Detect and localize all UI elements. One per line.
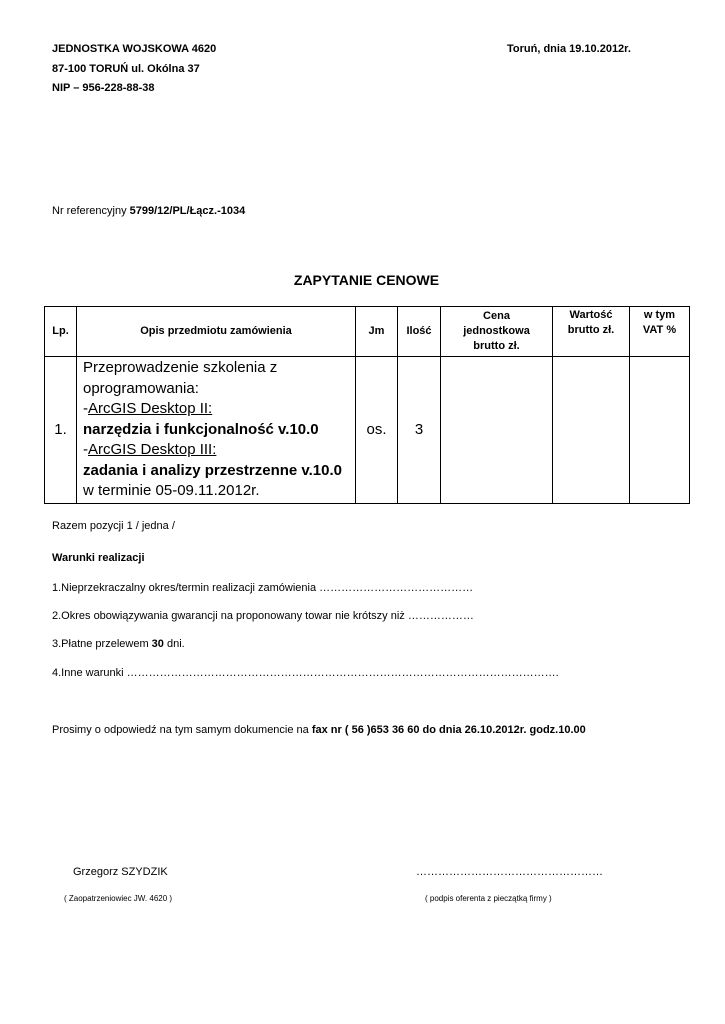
desc-product-1 xyxy=(83,399,349,420)
condition-3-days: 30 xyxy=(151,638,164,650)
cell-description xyxy=(77,357,356,504)
col-header-unit-price-line1: Cena xyxy=(483,310,510,322)
desc-line-2: oprogramowania: xyxy=(83,379,199,397)
cell-unit-price xyxy=(441,357,553,504)
desc-prefix-1: - xyxy=(83,400,88,417)
condition-1: 1.Nieprzekraczalny okres/termin realizacji zamówienia …………………………………… xyxy=(52,582,474,594)
condition-2: 2.Okres obowiązywania gwarancji na proponowany towar nie krótszy niż ……………… xyxy=(52,610,474,622)
desc-prefix-2: - xyxy=(83,441,88,458)
col-header-unit-price xyxy=(441,307,553,357)
condition-3-suffix: dni. xyxy=(163,638,185,650)
col-header-value-line2: brutto zł. xyxy=(567,324,615,336)
unit-name: JEDNOSTKA WOJSKOWA 4620 xyxy=(52,43,217,55)
unit-nip: NIP – 956-228-88-38 xyxy=(52,82,155,94)
unit-address: 87-100 TORUŃ ul. Okólna 37 xyxy=(52,63,200,75)
col-header-unit-price-line3: brutto zł. xyxy=(473,340,520,352)
conditions-heading: Warunki realizacji xyxy=(52,552,145,564)
reference-number xyxy=(52,205,245,217)
request-text: Prosimy o odpowiedź na tym samym dokumencie na xyxy=(52,724,312,736)
signer-name: Grzegorz SZYDZIK xyxy=(73,866,168,878)
reference-label: Nr referencyjny xyxy=(52,205,130,217)
col-header-vat-line1: w tym xyxy=(643,309,676,321)
cell-quantity: 3 xyxy=(398,357,441,504)
col-header-value xyxy=(553,307,630,357)
desc-term: w terminie 05-09.11.2012r. xyxy=(83,482,260,499)
col-header-vat-line2: VAT % xyxy=(642,324,677,336)
reference-value: 5799/12/PL/Łącz.-1034 xyxy=(129,205,246,217)
cell-vat xyxy=(630,357,690,504)
col-header-description: Opis przedmiotu zamówienia xyxy=(77,307,356,357)
col-header-quantity: Ilość xyxy=(398,307,441,357)
desc-bold-1: narzędzia i funkcjonalność v.10.0 xyxy=(83,420,319,438)
col-header-value-line1: Wartość xyxy=(569,309,613,321)
request-fax-deadline: fax nr ( 56 )653 36 60 do dnia 26.10.2012r. godz.10.00 xyxy=(311,724,586,736)
table-header-row xyxy=(45,307,690,357)
col-header-lp: Lp. xyxy=(45,307,77,357)
summary-line: Razem pozycji 1 / jedna / xyxy=(52,520,175,532)
page-title: ZAPYTANIE CENOWE xyxy=(293,272,440,288)
desc-product-2-name: ArcGIS Desktop III: xyxy=(88,441,217,458)
desc-product-2 xyxy=(83,440,349,461)
condition-4: 4.Inne warunki ………………………………………………………………………………………………………. xyxy=(52,667,559,679)
col-header-vat xyxy=(630,307,690,357)
place-date: Toruń, dnia 19.10.2012r. xyxy=(507,43,631,55)
offeror-caption: ( podpis oferenta z pieczątką firmy ) xyxy=(425,894,552,903)
cell-jm: os. xyxy=(356,357,398,504)
offeror-signature-line: …………………………………………… xyxy=(416,866,603,878)
col-header-unit-price-line2: jednostkowa xyxy=(463,325,530,337)
condition-3 xyxy=(52,638,185,650)
desc-product-1-name: ArcGIS Desktop II: xyxy=(88,400,213,417)
quote-table xyxy=(44,306,690,504)
signer-caption: ( Zaopatrzeniowiec JW. 4620 ) xyxy=(64,894,173,903)
table-row xyxy=(45,357,690,504)
desc-line-1: Przeprowadzenie szkolenia z xyxy=(83,359,278,376)
request-line xyxy=(52,724,586,736)
cell-value xyxy=(553,357,630,504)
cell-lp: 1. xyxy=(45,357,77,504)
desc-bold-2: zadania i analizy przestrzenne v.10.0 xyxy=(83,461,342,479)
col-header-jm: Jm xyxy=(356,307,398,357)
condition-3-prefix: 3.Płatne przelewem xyxy=(52,638,152,650)
